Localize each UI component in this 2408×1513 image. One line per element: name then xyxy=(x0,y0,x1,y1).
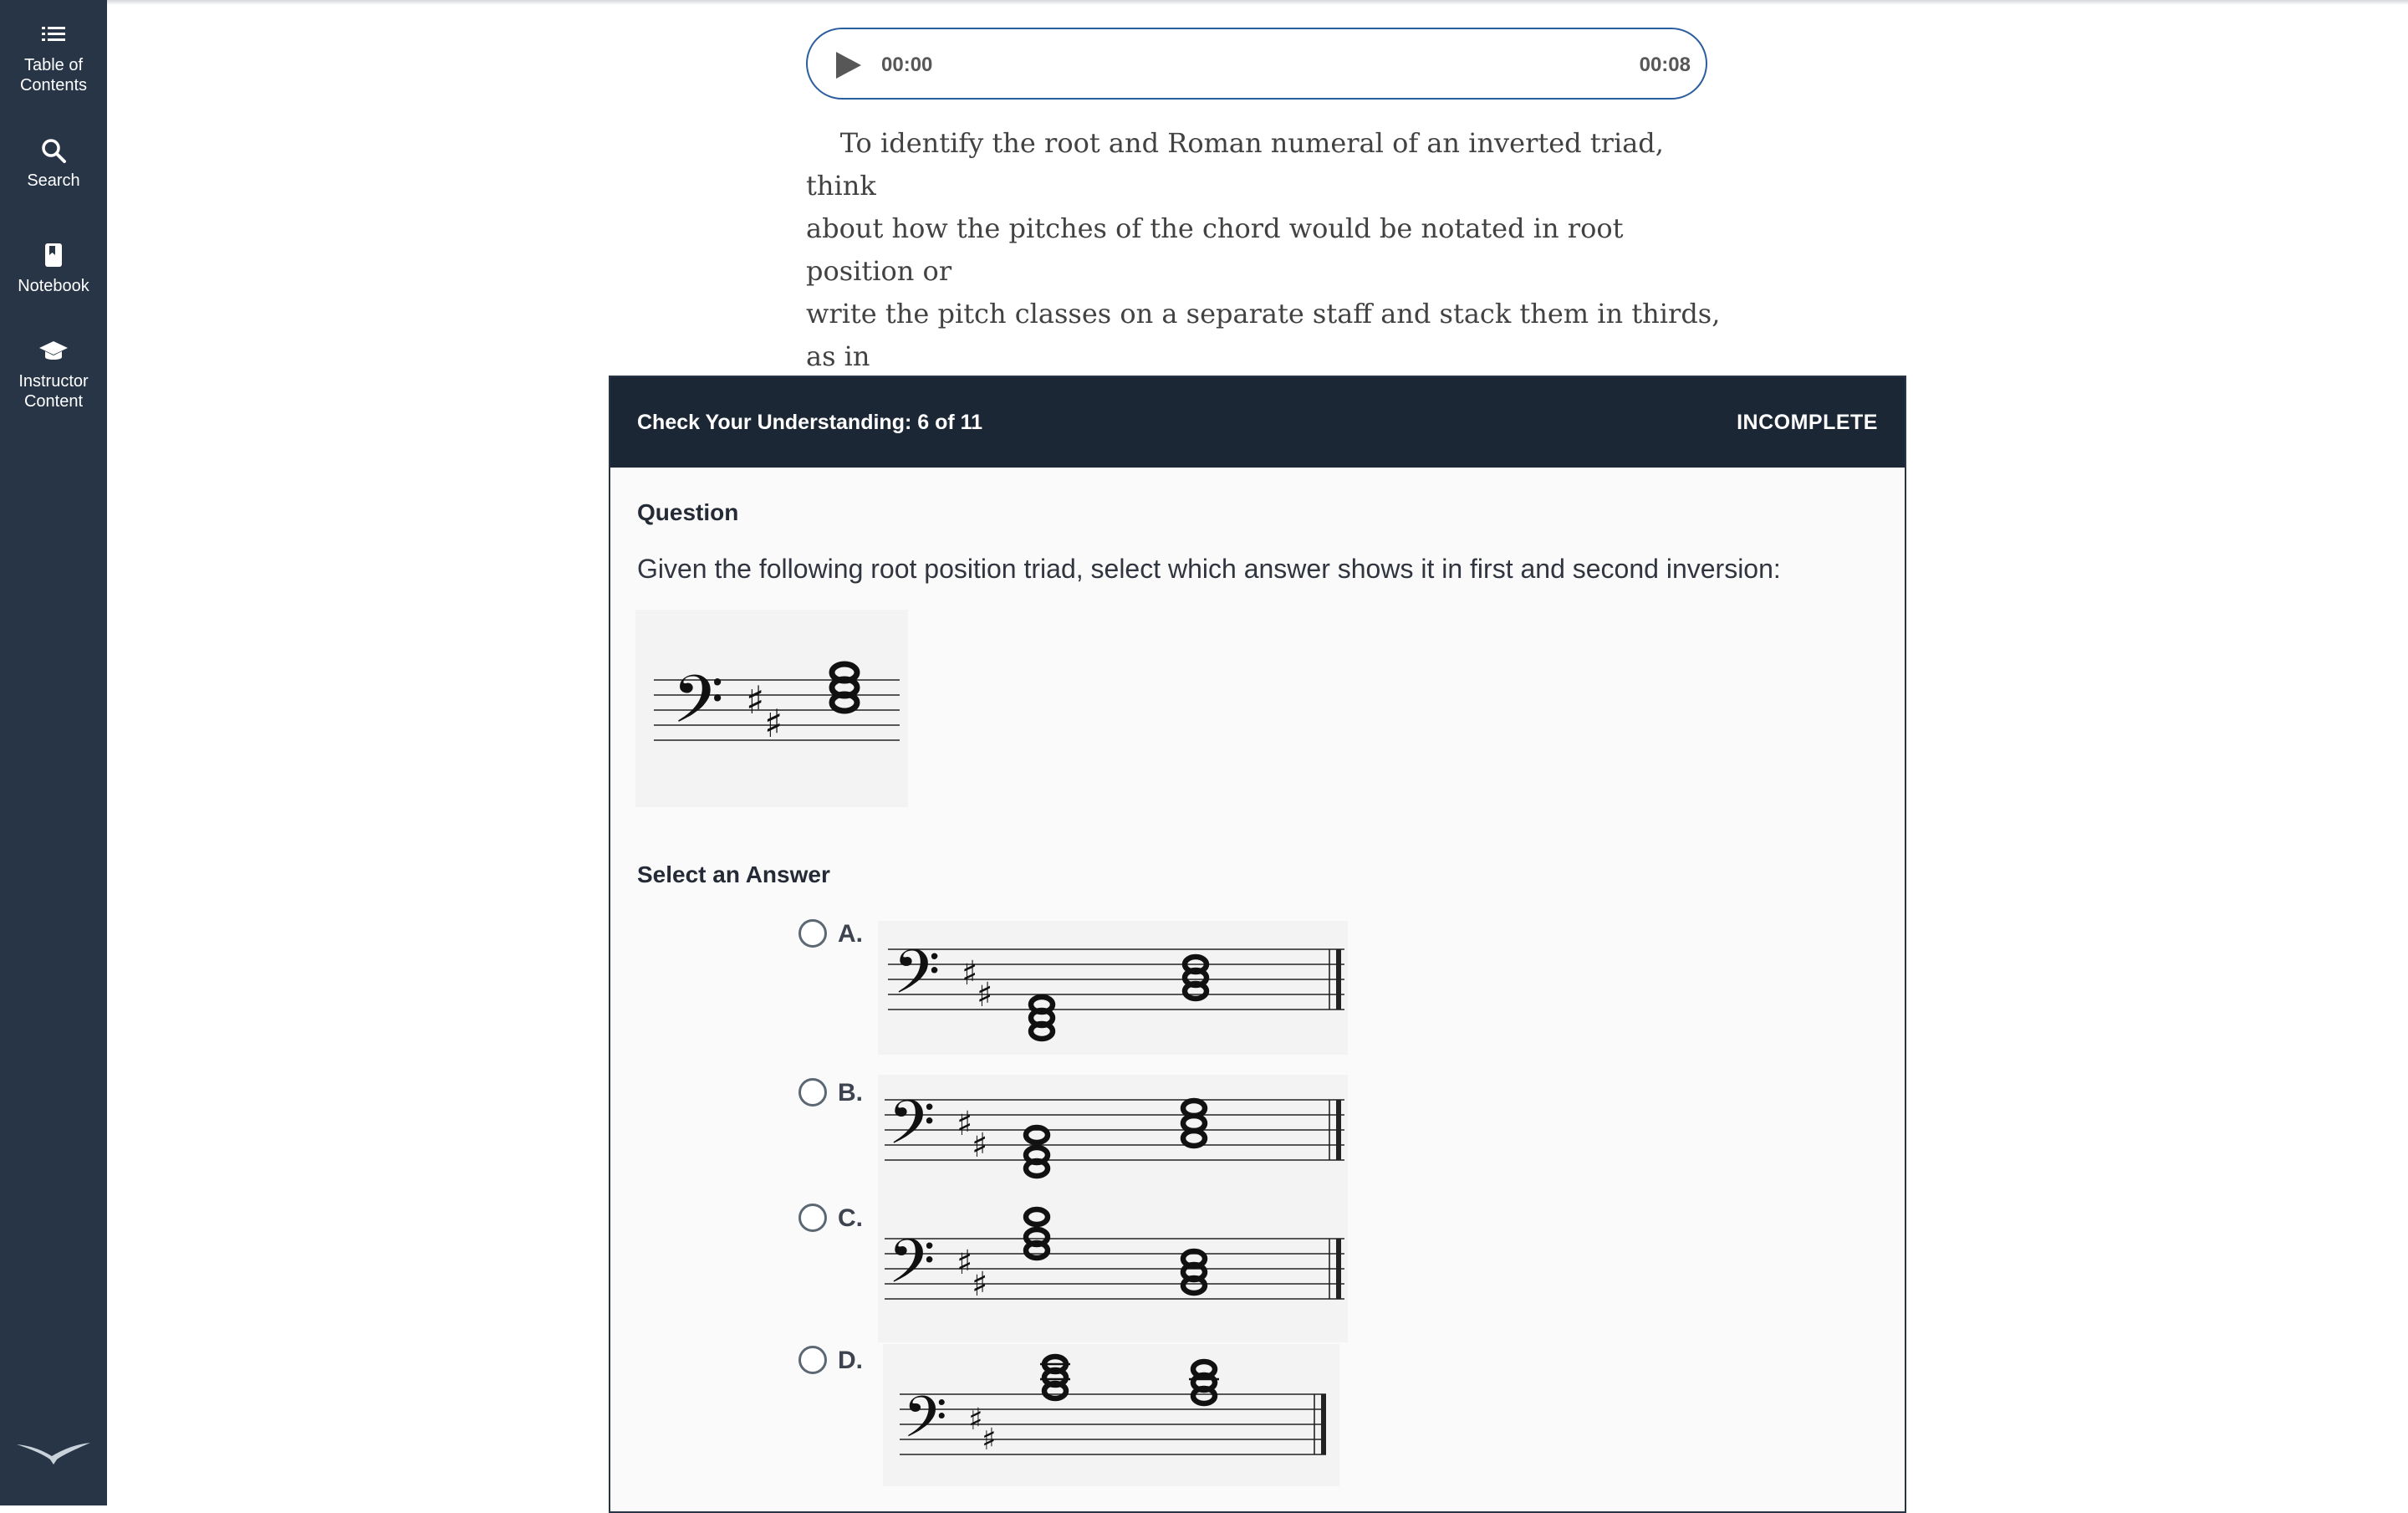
question-heading: Question xyxy=(637,499,739,525)
card-title: Check Your Understanding: 6 of 11 xyxy=(637,411,983,434)
audio-current-time: 00:00 xyxy=(881,54,933,76)
question-text: Given the following root position triad, select which answer shows it in first and second inversion: xyxy=(637,554,1781,584)
sidebar-item-instructor-content[interactable] xyxy=(0,335,107,411)
list-icon xyxy=(37,18,70,52)
option-c-label[interactable]: C. xyxy=(838,1204,863,1232)
option-b-label[interactable]: B. xyxy=(838,1079,863,1107)
svg-text:♯: ♯ xyxy=(972,1127,988,1165)
audio-duration: 00:08 xyxy=(1639,54,1691,76)
svg-text:𝄢: 𝄢 xyxy=(893,936,941,1022)
option-a-label[interactable]: A. xyxy=(838,920,863,948)
status-badge: INCOMPLETE xyxy=(1737,411,1878,434)
check-understanding-card xyxy=(609,376,1906,1513)
bird-logo-icon xyxy=(15,1434,92,1468)
svg-text:♯: ♯ xyxy=(957,1244,973,1282)
option-d-label[interactable]: D. xyxy=(838,1347,863,1374)
option-a-staff[interactable] xyxy=(878,921,1348,1055)
search-icon xyxy=(37,134,70,167)
audio-player[interactable] xyxy=(806,28,1707,100)
option-a-radio[interactable] xyxy=(798,919,827,948)
sidebar xyxy=(0,0,107,1505)
sidebar-item-label: Notebook xyxy=(18,277,89,295)
question-staff-image xyxy=(635,610,908,807)
svg-text:♯: ♯ xyxy=(957,1105,973,1143)
option-b-staff[interactable] xyxy=(878,1075,1348,1200)
sidebar-item-label: Search xyxy=(27,171,80,190)
graduation-cap-icon xyxy=(37,335,70,368)
body-paragraph: To identify the root and Roman numeral of an inverted triad, think about how the pitches of the chord would be notated in root position or write the pitch classes on a separate staff and stack them in thirds, as in xyxy=(806,127,1721,372)
svg-text:♯: ♯ xyxy=(977,976,993,1015)
card-header xyxy=(610,377,1905,468)
svg-text:♯: ♯ xyxy=(968,1403,983,1437)
option-c-radio[interactable] xyxy=(798,1204,827,1232)
svg-text:♯: ♯ xyxy=(746,677,765,723)
sidebar-item-table-of-contents[interactable] xyxy=(0,18,107,95)
sidebar-item-search[interactable] xyxy=(0,134,107,191)
svg-text:𝄢: 𝄢 xyxy=(672,661,724,754)
play-icon[interactable] xyxy=(833,50,863,80)
svg-text:♯: ♯ xyxy=(972,1265,988,1304)
sidebar-item-notebook[interactable] xyxy=(0,239,107,296)
svg-text:𝄢: 𝄢 xyxy=(903,1385,947,1464)
svg-text:𝄢: 𝄢 xyxy=(888,1086,936,1173)
top-shadow xyxy=(107,0,2408,5)
option-c-staff[interactable] xyxy=(878,1200,1348,1342)
svg-text:♯: ♯ xyxy=(962,954,978,993)
svg-text:𝄢: 𝄢 xyxy=(888,1225,936,1311)
svg-text:♯: ♯ xyxy=(764,701,783,746)
staff-notation xyxy=(635,610,908,807)
sidebar-item-label: Instructor Content xyxy=(18,372,89,411)
answer-heading: Select an Answer xyxy=(637,861,830,887)
option-b-radio[interactable] xyxy=(798,1078,827,1107)
notebook-icon xyxy=(37,239,70,273)
option-d-staff[interactable] xyxy=(883,1344,1339,1486)
svg-text:♯: ♯ xyxy=(982,1423,997,1457)
sidebar-item-label: Table of Contents xyxy=(19,56,88,95)
option-d-radio[interactable] xyxy=(798,1346,827,1374)
